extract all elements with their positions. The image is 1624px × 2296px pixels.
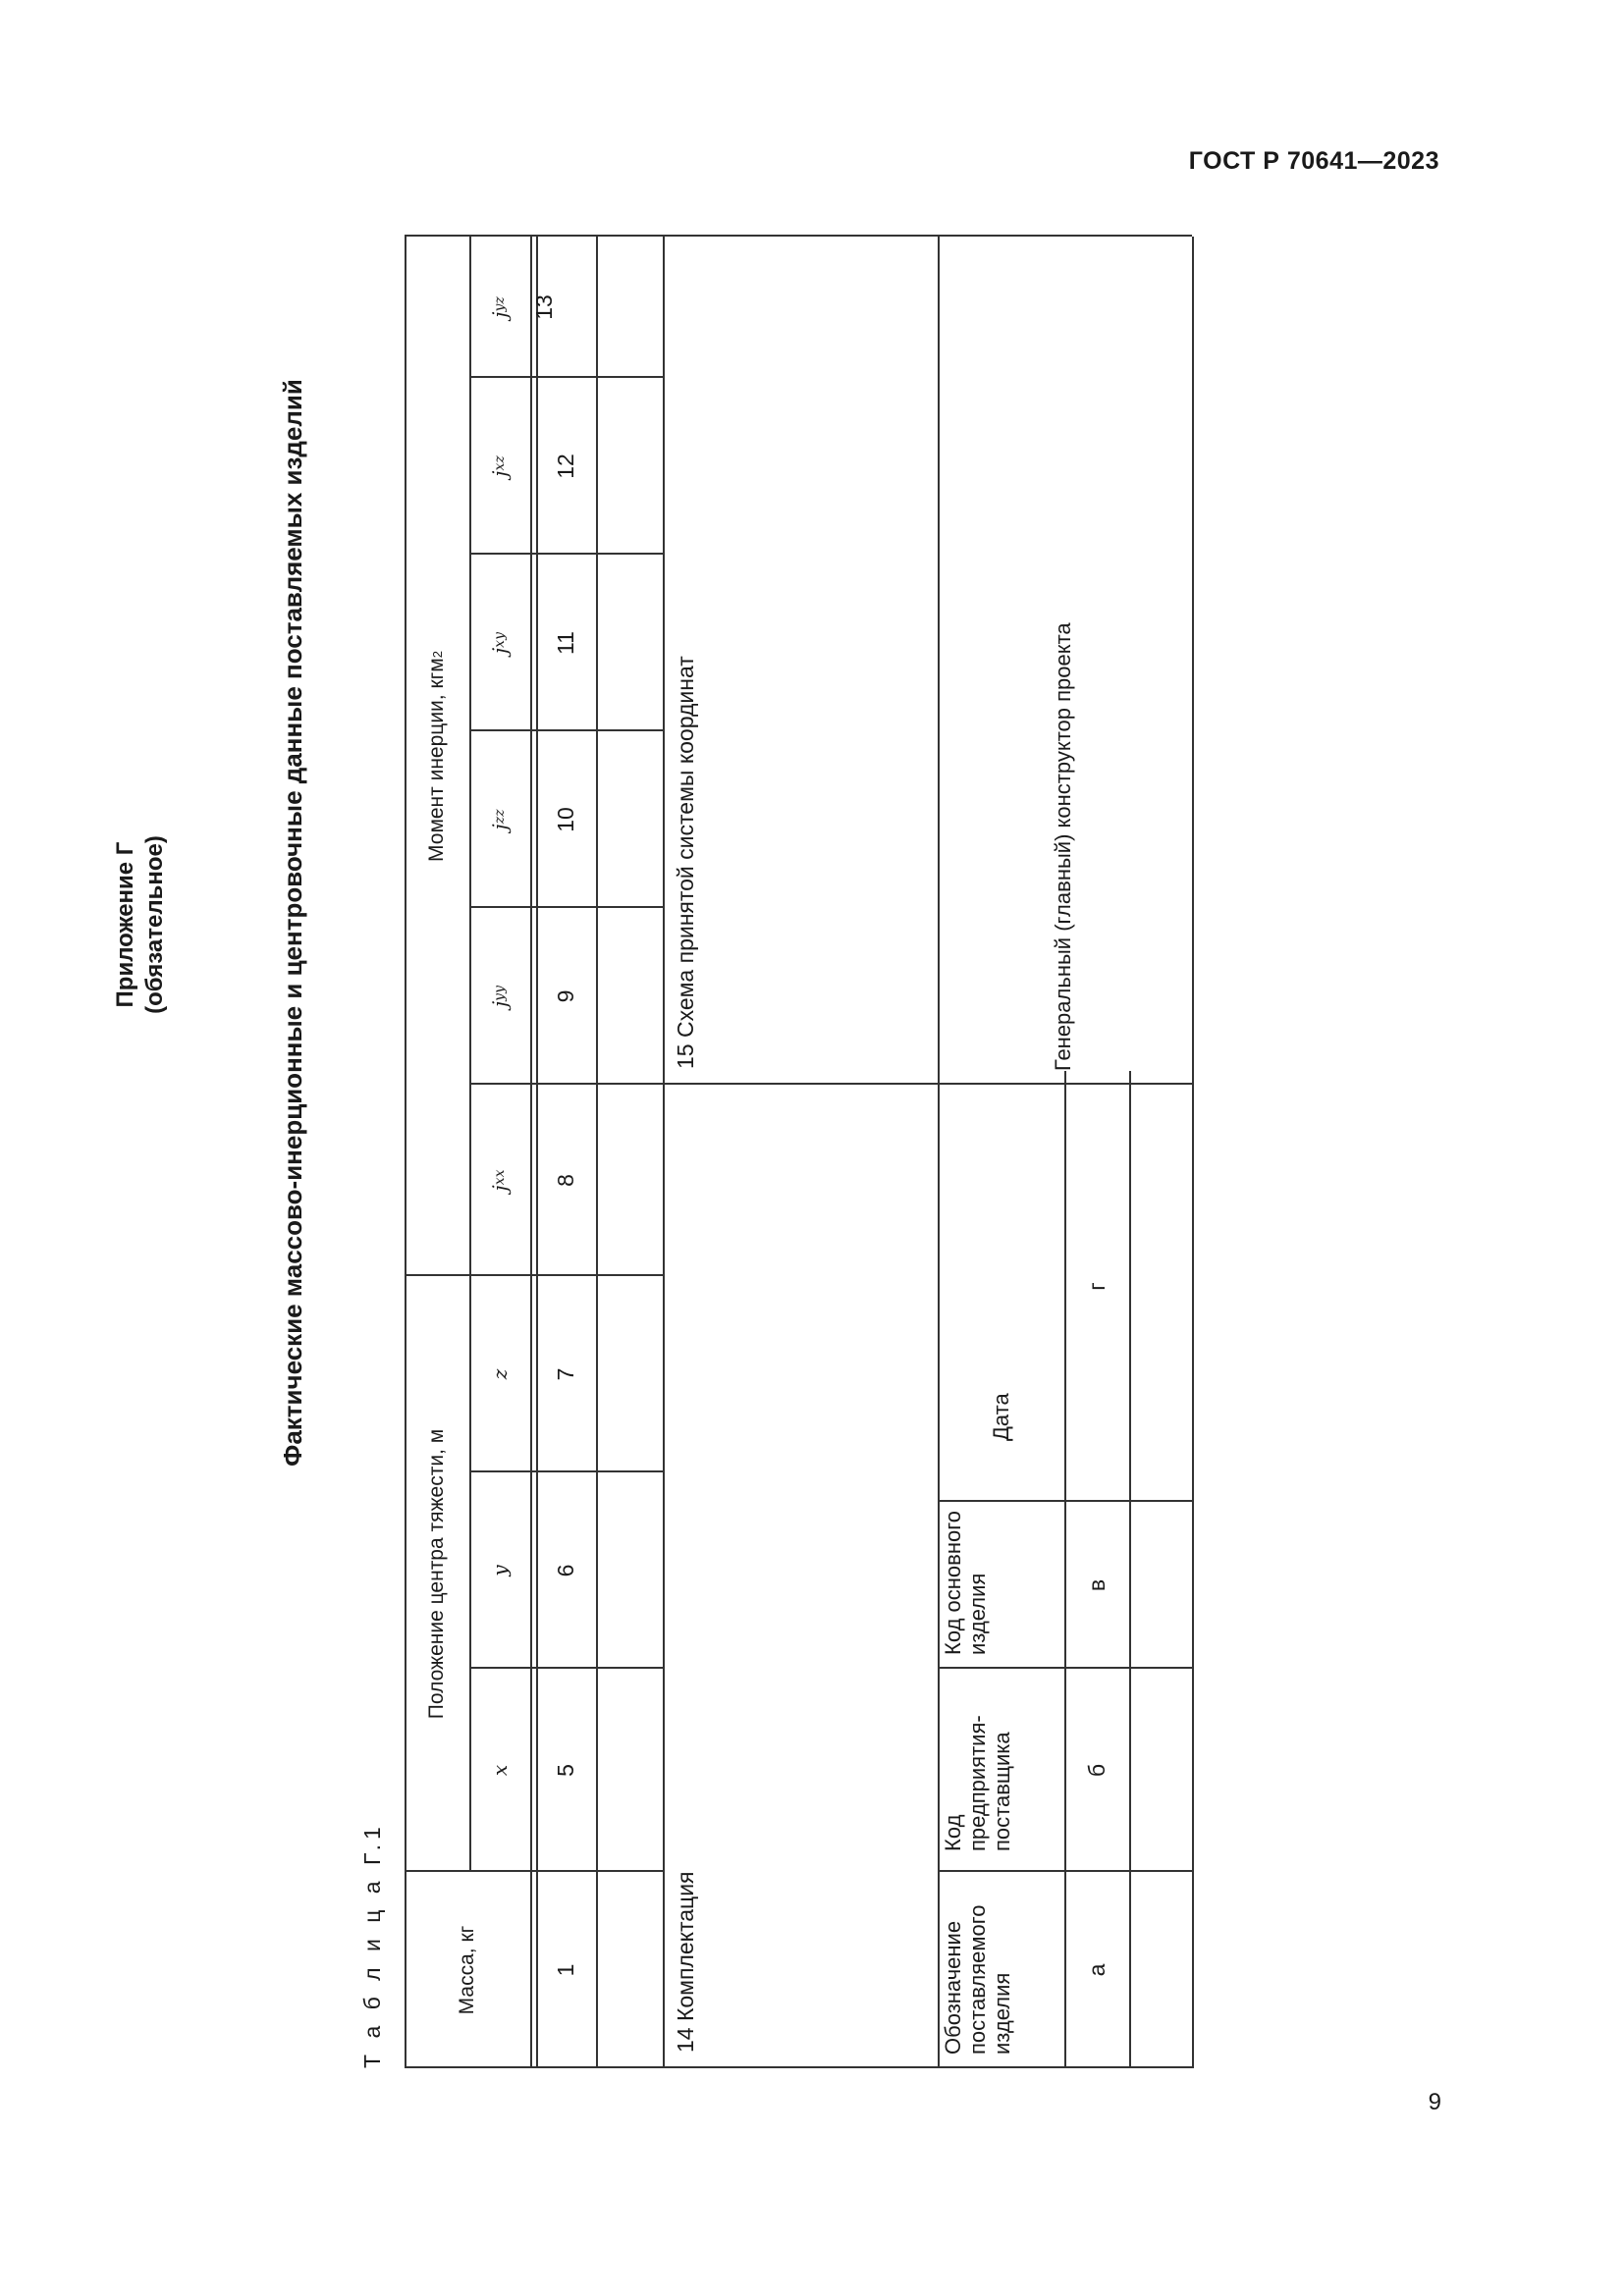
section-14-label: 14 Комплектация xyxy=(673,1871,698,2053)
letter-a: а xyxy=(1083,1963,1110,1977)
letter-v: в xyxy=(1083,1578,1110,1592)
col-number-7: 7 xyxy=(553,1367,578,1381)
col-number-10: 10 xyxy=(553,807,578,832)
date-header: Дата xyxy=(988,1393,1013,1441)
line-bottom-letters-bottom xyxy=(1129,1071,1131,2068)
frame-bottom xyxy=(1192,237,1194,2068)
header-jyy: j yy xyxy=(488,985,512,1008)
supplied-item-designation-header: Обозначение поставляемого изделия xyxy=(941,1904,1014,2055)
header-z: z xyxy=(488,1368,512,1380)
supplier-code-header: Код предприятия-поставщика xyxy=(941,1715,1014,1851)
appendix-heading xyxy=(111,699,170,1150)
document-header: ГОСТ Р 70641—2023 xyxy=(1188,147,1439,175)
table-title: Фактические массово-инерционные и центровочные данные поставляемых изделий xyxy=(278,379,307,1467)
col-number-9: 9 xyxy=(553,989,578,1003)
line-numbers xyxy=(596,237,598,2068)
header-x: x xyxy=(488,1764,512,1777)
appendix-name: Приложение Г xyxy=(112,841,138,1008)
letter-g: г xyxy=(1083,1282,1110,1291)
header-moment-of-inertia: Момент инерции, кгм 2 xyxy=(425,651,448,862)
header-y: y xyxy=(488,1565,512,1576)
col-number-5: 5 xyxy=(553,1764,578,1777)
main-item-code-header: Код основного изделия xyxy=(941,1511,990,1655)
col-number-1: 1 xyxy=(553,1963,578,1977)
col-number-6: 6 xyxy=(553,1564,578,1577)
header-jyz: j yz xyxy=(488,296,512,318)
header-center-of-gravity: Положение центра тяжести, м xyxy=(425,1428,448,1720)
header-jzz: j zz xyxy=(488,809,512,830)
header-jxx: j xx xyxy=(488,1169,512,1192)
section-15-label: 15 Схема принятой системы координат xyxy=(673,656,698,1069)
header-jxy: j xy xyxy=(488,632,512,655)
line-header-double-a xyxy=(530,237,532,2068)
chief-designer-label: Генеральный (главный) конструктор проекта xyxy=(1051,622,1075,1071)
line-empty-row xyxy=(663,237,665,2068)
appendix-status: (обязательное) xyxy=(141,835,168,1014)
col-number-11: 11 xyxy=(553,631,578,655)
table-caption: Т а б л и ц а Г.1 xyxy=(359,1822,385,2068)
header-mass: Масса, кг xyxy=(456,1925,478,2015)
header-jxz: j xz xyxy=(488,455,512,477)
col-number-13: 13 xyxy=(531,294,557,320)
letter-b: б xyxy=(1083,1763,1110,1778)
page-number: 9 xyxy=(1428,2089,1441,2115)
col-number-8: 8 xyxy=(553,1174,578,1187)
col-number-12: 12 xyxy=(553,454,578,479)
